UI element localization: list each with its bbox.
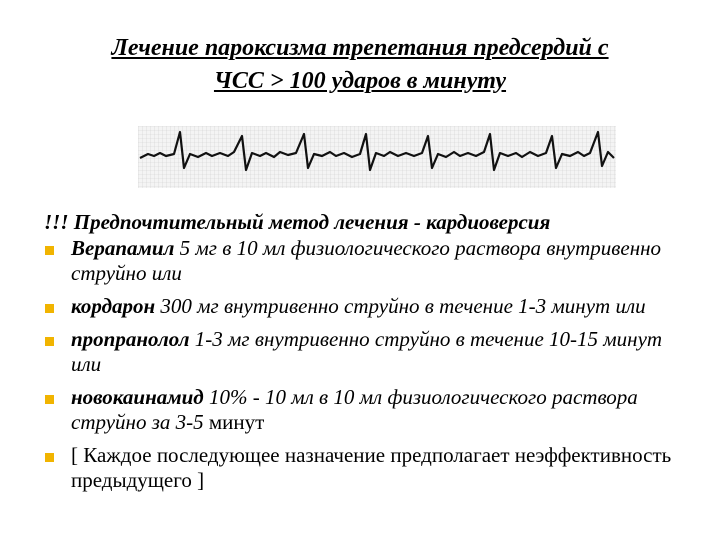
drug-name: кордарон bbox=[71, 294, 156, 318]
drug-dosage: 1-3 мг внутривенно струйно в течение 10-15 минут или bbox=[71, 327, 663, 376]
slide-title-line-2: ЧСС > 100 ударов в минуту bbox=[213, 68, 507, 94]
drug-dosage: 10% - 10 мл в 10 мл физиологического раствора струйно за 3-5 bbox=[71, 385, 638, 434]
slide-title-line-1: Лечение пароксизма трепетания предсердий с bbox=[111, 35, 609, 61]
list-item bbox=[44, 443, 694, 493]
square-bullet-icon bbox=[45, 395, 54, 404]
square-bullet-icon bbox=[45, 453, 54, 462]
drug-name: Верапамил bbox=[71, 236, 175, 260]
list-item bbox=[44, 385, 694, 435]
drug-name: пропранолол bbox=[71, 327, 190, 351]
square-bullet-icon bbox=[45, 337, 54, 346]
square-bullet-icon bbox=[45, 246, 54, 255]
ecg-strip-image bbox=[138, 126, 616, 188]
note-text: [ Каждое последующее назначение предполагает неэффективность предыдущего ] bbox=[71, 443, 672, 492]
drug-dosage-tail: минут bbox=[203, 410, 265, 434]
treatment-list bbox=[44, 236, 694, 501]
drug-dosage: 300 мг внутривенно струйно в течение 1-3 минут или bbox=[155, 294, 646, 318]
drug-name: новокаинамид bbox=[71, 385, 204, 409]
square-bullet-icon bbox=[45, 304, 54, 313]
intro-line: !!! Предпочтительный метод лечения - кардиоверсия bbox=[44, 210, 551, 234]
list-item bbox=[44, 294, 694, 319]
drug-dosage: 5 мг в 10 мл физиологического раствора внутривенно струйно или bbox=[71, 236, 662, 285]
list-item bbox=[44, 327, 694, 377]
list-item bbox=[44, 236, 694, 286]
slide-title bbox=[40, 32, 680, 98]
